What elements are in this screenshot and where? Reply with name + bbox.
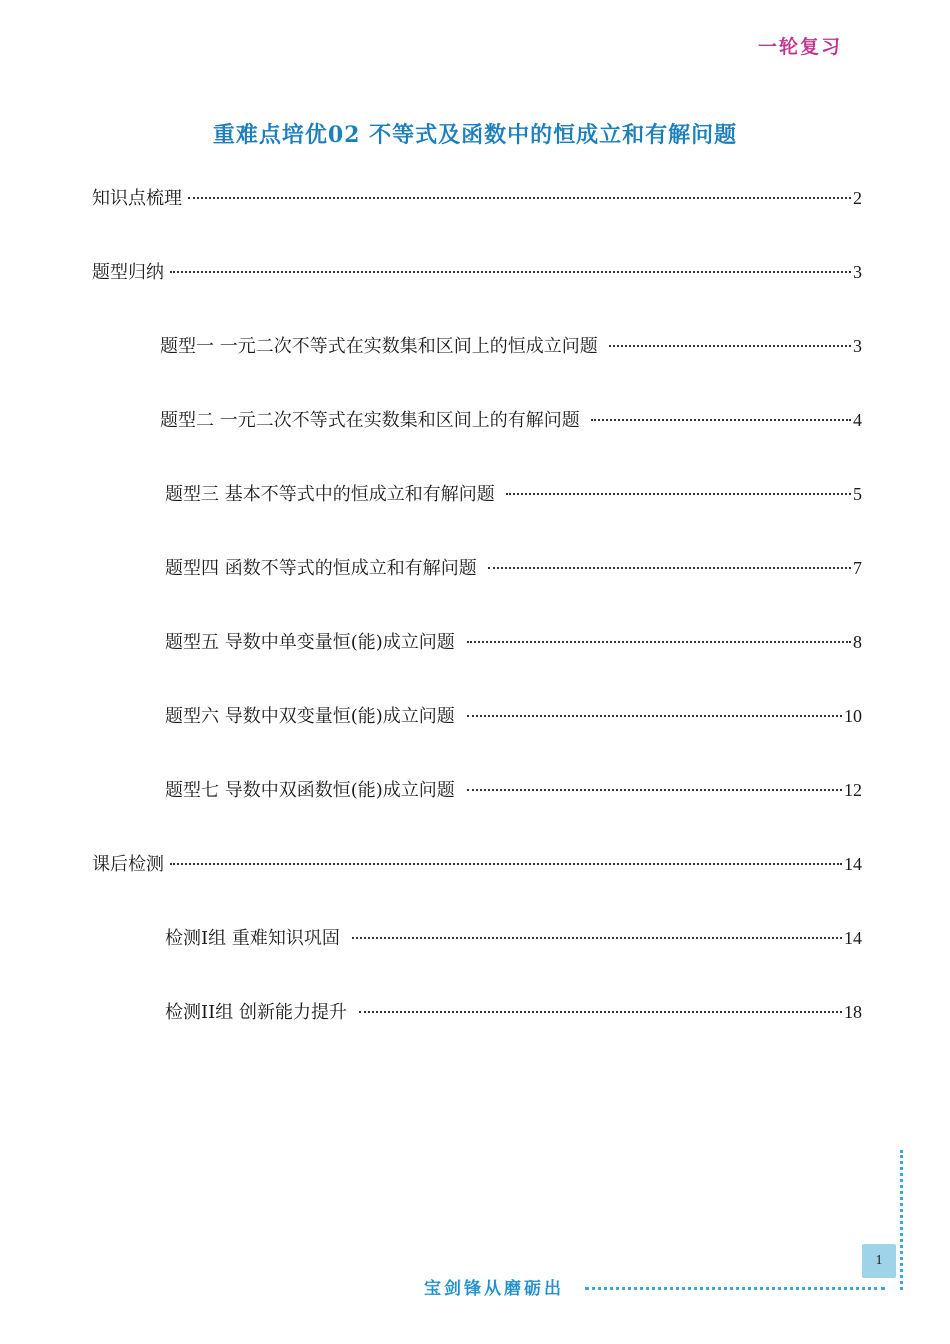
toc-leader-dots	[352, 937, 842, 939]
toc-entry-after-class[interactable]	[92, 851, 862, 877]
toc-entry-type-4[interactable]	[165, 555, 862, 581]
toc-entry-page: 7	[853, 558, 862, 578]
document-title: 重难点培优02 不等式及函数中的恒成立和有解问题	[212, 122, 738, 148]
toc-entry-page: 14	[844, 928, 862, 948]
toc-entry-test-group-2[interactable]	[165, 999, 862, 1025]
toc-entry-label: 题型一 一元二次不等式在实数集和区间上的恒成立问题	[160, 336, 604, 357]
toc-entry-type-1[interactable]	[160, 333, 862, 359]
toc-entry-page: 4	[853, 410, 862, 430]
toc-entry-label: 课后检测	[92, 854, 164, 875]
toc-entry-label: 检测II组 创新能力提升	[165, 1002, 353, 1023]
toc-entry-label: 题型二 一元二次不等式在实数集和区间上的有解问题	[160, 410, 586, 431]
toc-entry-type-3[interactable]	[165, 481, 862, 507]
toc-entry-label: 题型五 导数中单变量恒(能)成立问题	[165, 632, 461, 653]
toc-leader-dots	[188, 197, 851, 199]
footer-slogan: 宝剑锋从磨砺出	[424, 1279, 564, 1299]
toc-entry-label: 题型六 导数中双变量恒(能)成立问题	[165, 706, 461, 727]
toc-entry-type-2[interactable]	[160, 407, 862, 433]
toc-entry-page: 10	[844, 706, 862, 726]
toc-entry-page: 12	[844, 780, 862, 800]
toc-entry-page: 5	[853, 484, 862, 504]
toc-entry-page: 2	[853, 188, 862, 208]
toc-entry-page: 3	[853, 336, 862, 356]
toc-entry-label: 检测I组 重难知识巩固	[165, 928, 346, 949]
header-tag: 一轮复习	[757, 36, 842, 58]
toc-entry-page: 14	[844, 854, 862, 874]
toc-leader-dots	[609, 345, 851, 347]
toc-leader-dots	[170, 863, 842, 865]
toc-entry-knowledge[interactable]	[92, 185, 862, 211]
toc-entry-label: 知识点梳理	[92, 188, 182, 209]
toc-entry-test-group-1[interactable]	[165, 925, 862, 951]
toc-leader-dots	[506, 493, 851, 495]
toc-entry-type-7[interactable]	[165, 777, 862, 803]
toc-entry-label: 题型七 导数中双函数恒(能)成立问题	[165, 780, 461, 801]
footer-dotted-line	[585, 1287, 885, 1290]
toc-entry-type-6[interactable]	[165, 703, 862, 729]
toc-entry-label: 题型四 函数不等式的恒成立和有解问题	[165, 558, 483, 579]
toc-leader-dots	[591, 419, 851, 421]
toc-leader-dots	[170, 271, 851, 273]
toc-entry-page: 8	[853, 632, 862, 652]
toc-entry-question-types[interactable]	[92, 259, 862, 285]
toc-leader-dots	[359, 1011, 842, 1013]
side-dotted-line	[900, 1150, 903, 1290]
toc-leader-dots	[467, 715, 843, 717]
toc-leader-dots	[467, 789, 843, 791]
toc-leader-dots	[467, 641, 852, 643]
toc-entry-label: 题型归纳	[92, 262, 164, 283]
toc-entry-page: 18	[844, 1002, 862, 1022]
page-number-badge: 1	[862, 1244, 896, 1278]
toc-leader-dots	[488, 567, 851, 569]
toc-entry-page: 3	[853, 262, 862, 282]
toc-entry-label: 题型三 基本不等式中的恒成立和有解问题	[165, 484, 501, 505]
toc-entry-type-5[interactable]	[165, 629, 862, 655]
